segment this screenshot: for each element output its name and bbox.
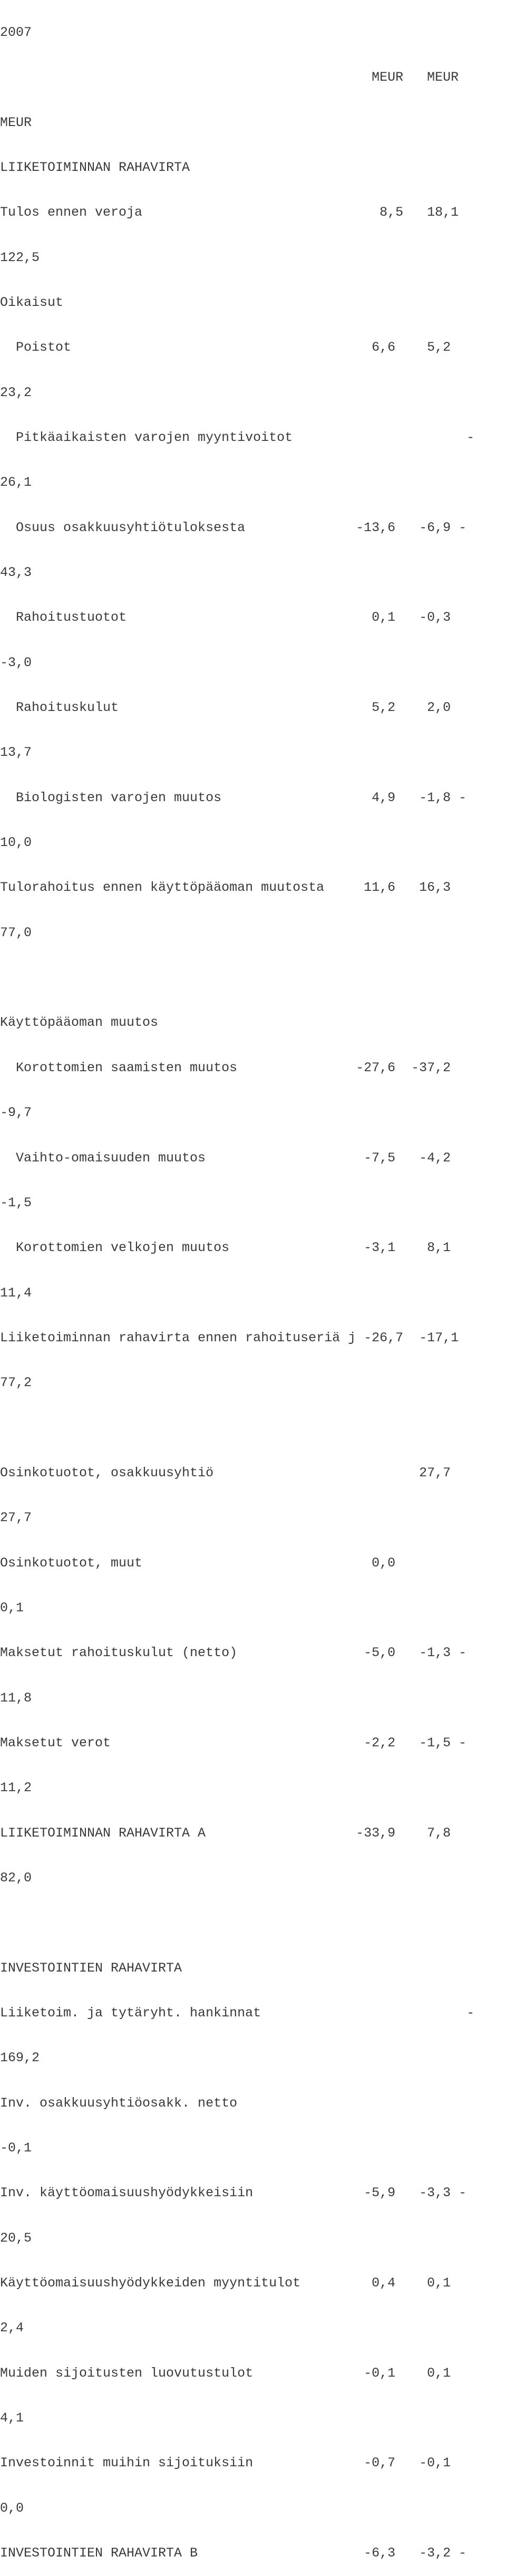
table-row: Poistot 6,6 5,2 bbox=[0, 340, 451, 355]
blank-line bbox=[0, 1421, 506, 1436]
table-row: Rahoituskulut 5,2 2,0 bbox=[0, 700, 451, 716]
total-row: INVESTOINTIEN RAHAVIRTA B -6,3 -3,2 - bbox=[0, 2545, 467, 2561]
text-line: 0,0 bbox=[0, 2500, 24, 2516]
text-line: 169,2 bbox=[0, 2050, 40, 2066]
text-line: 77,0 bbox=[0, 925, 32, 940]
table-row: Maksetut verot -2,2 -1,5 - bbox=[0, 1735, 467, 1751]
section-heading: INVESTOINTIEN RAHAVIRTA bbox=[0, 1960, 182, 1976]
table-row: Rahoitustuotot 0,1 -0,3 bbox=[0, 610, 451, 626]
text-line: -1,5 bbox=[0, 1195, 32, 1210]
table-row: Korottomien velkojen muutos -3,1 8,1 bbox=[0, 1240, 451, 1256]
text-line: 0,1 bbox=[0, 1600, 24, 1616]
section-heading: LIIKETOIMINNAN RAHAVIRTA bbox=[0, 159, 190, 175]
table-row: Inv. käyttöomaisuushyödykkeisiin -5,9 -3,3 - bbox=[0, 2185, 467, 2201]
table-row: Pitkäaikaisten varojen myyntivoitot - bbox=[0, 430, 475, 445]
table-row: Inv. osakkuusyhtiöosakk. netto bbox=[0, 2095, 238, 2111]
text-line: 20,5 bbox=[0, 2230, 32, 2246]
table-row: Käyttöomaisuushyödykkeiden myyntitulot 0,4 0,1 bbox=[0, 2275, 451, 2291]
text-line: 11,2 bbox=[0, 1780, 32, 1796]
text-line: 77,2 bbox=[0, 1375, 32, 1391]
text-line: -0,1 bbox=[0, 2140, 32, 2156]
text-line: 4,1 bbox=[0, 2410, 24, 2426]
table-row: Tulorahoitus ennen käyttöpääoman muutosta 11,6 16,3 bbox=[0, 880, 451, 896]
blank-line bbox=[0, 970, 506, 985]
text-line: 2,4 bbox=[0, 2320, 24, 2336]
table-row: Biologisten varojen muutos 4,9 -1,8 - bbox=[0, 790, 467, 805]
text-line: 27,7 bbox=[0, 1510, 32, 1526]
table-row: Muiden sijoitusten luovutustulot -0,1 0,1 bbox=[0, 2365, 451, 2381]
table-row: Osuus osakkuusyhtiötuloksesta -13,6 -6,9 - bbox=[0, 520, 467, 535]
text-line: 82,0 bbox=[0, 1870, 32, 1886]
column-header-line: MEUR MEUR bbox=[0, 70, 459, 85]
table-row: Liiketoim. ja tytäryht. hankinnat - bbox=[0, 2005, 475, 2021]
table-row: Oikaisut bbox=[0, 294, 64, 310]
table-row: Investoinnit muihin sijoituksiin -0,7 -0,1 bbox=[0, 2455, 451, 2471]
table-row: Vaihto-omaisuuden muutos -7,5 -4,2 bbox=[0, 1150, 451, 1166]
table-row: Osinkotuotot, muut 0,0 bbox=[0, 1555, 396, 1571]
text-line: 23,2 bbox=[0, 385, 32, 400]
table-row: Tulos ennen veroja 8,5 18,1 bbox=[0, 205, 459, 220]
text-line: -3,0 bbox=[0, 655, 32, 670]
text-line: 11,4 bbox=[0, 1285, 32, 1301]
text-line: 11,8 bbox=[0, 1690, 32, 1706]
text-line: 13,7 bbox=[0, 745, 32, 761]
section-heading: Käyttöpääoman muutos bbox=[0, 1015, 159, 1031]
table-row: Korottomien saamisten muutos -27,6 -37,2 bbox=[0, 1060, 451, 1075]
total-row: LIIKETOIMINNAN RAHAVIRTA A -33,9 7,8 bbox=[0, 1825, 451, 1841]
table-row: Liiketoiminnan rahavirta ennen rahoituseriä j -26,7 -17,1 bbox=[0, 1330, 459, 1345]
text-line: 26,1 bbox=[0, 475, 32, 491]
text-line: 10,0 bbox=[0, 835, 32, 851]
text-line: 122,5 bbox=[0, 249, 40, 265]
table-row: Osinkotuotot, osakkuusyhtiö 27,7 bbox=[0, 1465, 451, 1481]
text-line: MEUR bbox=[0, 114, 32, 130]
text-line: 2007 bbox=[0, 24, 32, 40]
table-row: Maksetut rahoituskulut (netto) -5,0 -1,3 - bbox=[0, 1645, 467, 1661]
blank-line bbox=[0, 1916, 506, 1930]
text-line: -9,7 bbox=[0, 1105, 32, 1121]
text-line: 43,3 bbox=[0, 565, 32, 581]
